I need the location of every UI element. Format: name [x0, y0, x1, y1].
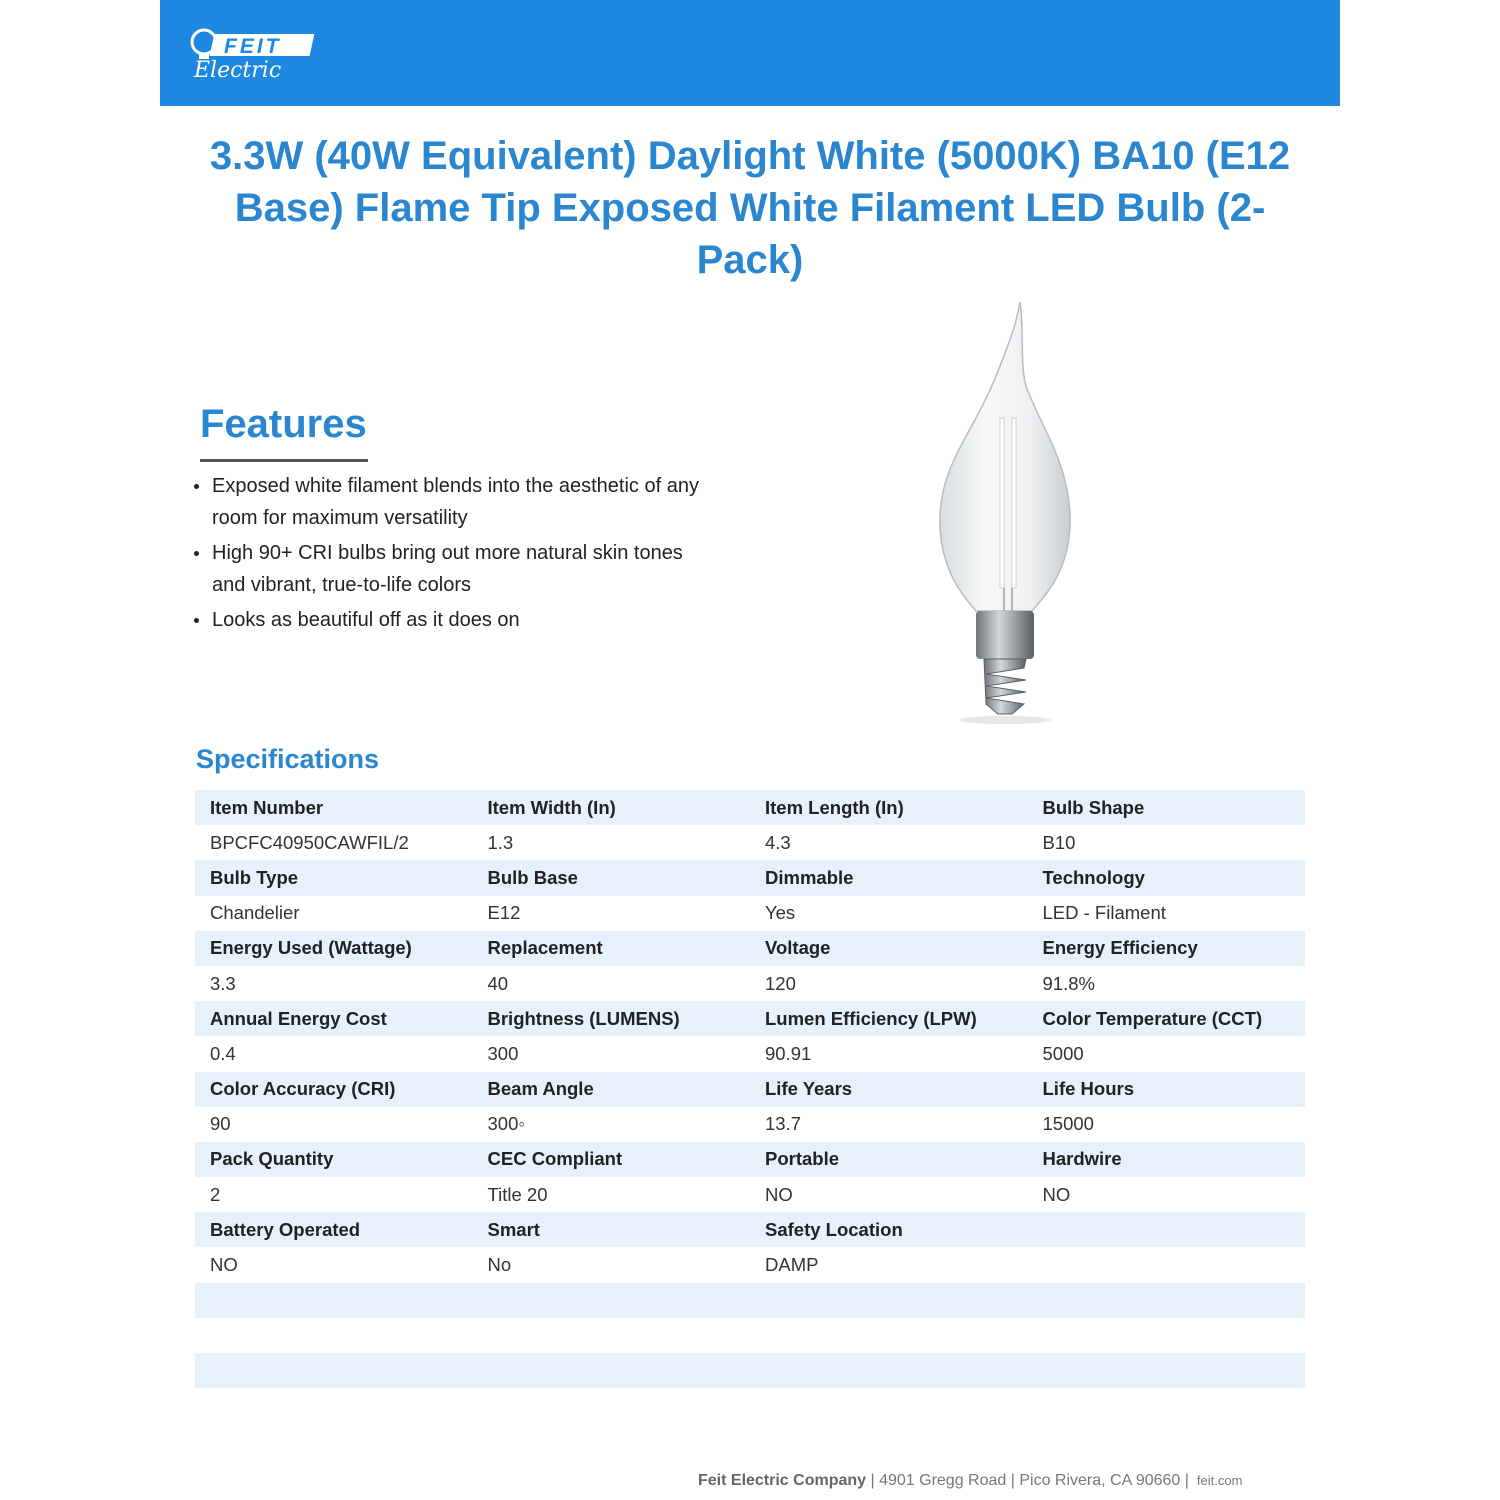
spec-label-row [195, 790, 1305, 825]
spec-label-row [195, 1072, 1305, 1107]
specifications-table [195, 790, 1305, 1388]
spec-empty-cell [750, 1283, 1028, 1318]
spec-label: Item Length (In) [750, 790, 1028, 825]
spec-label: Beam Angle [473, 1072, 751, 1107]
spec-value: B10 [1028, 825, 1306, 860]
spec-empty-row [195, 1283, 1305, 1318]
footer-website: feit.com [1196, 1473, 1243, 1488]
spec-empty-cell [195, 1318, 473, 1353]
spec-empty-cell [473, 1283, 751, 1318]
spec-empty-row [195, 1353, 1305, 1388]
spec-label: Battery Operated [195, 1212, 473, 1247]
spec-value [1028, 1247, 1306, 1282]
specifications-table-body [195, 790, 1305, 1388]
spec-label: Replacement [473, 931, 751, 966]
spec-label: Annual Energy Cost [195, 1001, 473, 1036]
spec-empty-cell [473, 1353, 751, 1388]
spec-label: Hardwire [1028, 1142, 1306, 1177]
features-heading: Features [200, 402, 367, 446]
spec-value: 300 [473, 1036, 751, 1071]
spec-label-row [195, 1001, 1305, 1036]
spec-value: NO [750, 1177, 1028, 1212]
spec-label [1028, 1212, 1306, 1247]
spec-value: 120 [750, 966, 1028, 1001]
spec-empty-cell [195, 1353, 473, 1388]
spec-label: Bulb Base [473, 860, 751, 895]
spec-value: LED - Filament [1028, 896, 1306, 931]
spec-empty-cell [750, 1318, 1028, 1353]
spec-value-row [195, 1247, 1305, 1282]
spec-label: Technology [1028, 860, 1306, 895]
spec-value: E12 [473, 896, 751, 931]
spec-label-row [195, 1212, 1305, 1247]
footer-address: | 4901 Gregg Road | Pico Rivera, CA 90660 | [866, 1472, 1189, 1489]
spec-value: 40 [473, 966, 751, 1001]
spec-value-row [195, 966, 1305, 1001]
feature-item: Looks as beautiful off as it does on [192, 604, 712, 636]
header-bar [160, 0, 1340, 106]
spec-empty-cell [1028, 1318, 1306, 1353]
spec-value: 91.8% [1028, 966, 1306, 1001]
spec-value: 5000 [1028, 1036, 1306, 1071]
logo-text-bottom: Electric [194, 58, 282, 82]
spec-label-row [195, 1142, 1305, 1177]
spec-value: 1.3 [473, 825, 751, 860]
spec-empty-cell [473, 1318, 751, 1353]
spec-label: Smart [473, 1212, 751, 1247]
spec-value: 90.91 [750, 1036, 1028, 1071]
spec-empty-cell [195, 1283, 473, 1318]
spec-value: 0.4 [195, 1036, 473, 1071]
spec-label-row [195, 860, 1305, 895]
spec-label: Safety Location [750, 1212, 1028, 1247]
footer-company: Feit Electric Company [698, 1472, 867, 1489]
feature-item: Exposed white filament blends into the aesthetic of any room for maximum versatility [192, 470, 712, 534]
spec-empty-row [195, 1318, 1305, 1353]
spec-value: NO [195, 1247, 473, 1282]
spec-label: Energy Used (Wattage) [195, 931, 473, 966]
spec-value: 13.7 [750, 1107, 1028, 1142]
spec-label: CEC Compliant [473, 1142, 751, 1177]
spec-value: NO [1028, 1177, 1306, 1212]
spec-value-row [195, 1107, 1305, 1142]
spec-label: Brightness (LUMENS) [473, 1001, 751, 1036]
spec-label: Energy Efficiency [1028, 931, 1306, 966]
spec-label: Bulb Type [195, 860, 473, 895]
spec-label: Lumen Efficiency (LPW) [750, 1001, 1028, 1036]
spec-value: Title 20 [473, 1177, 751, 1212]
logo-text-top: FEIT [224, 35, 282, 58]
specifications-heading: Specifications [196, 744, 380, 774]
feature-item: High 90+ CRI bulbs bring out more natural skin tones and vibrant, true-to-life colors [192, 537, 712, 601]
spec-empty-cell [1028, 1283, 1306, 1318]
spec-label: Item Width (In) [473, 790, 751, 825]
spec-value: 15000 [1028, 1107, 1306, 1142]
product-title: 3.3W (40W Equivalent) Daylight White (5000K) BA10 (E12 Base) Flame Tip Exposed White Filament LED Bulb (2-Pack) [209, 134, 1291, 282]
spec-value: Chandelier [195, 896, 473, 931]
spec-label: Bulb Shape [1028, 790, 1306, 825]
spec-value: No [473, 1247, 751, 1282]
feit-electric-logo [188, 26, 328, 82]
spec-value-row [195, 896, 1305, 931]
spec-value: 4.3 [750, 825, 1028, 860]
spec-label: Portable [750, 1142, 1028, 1177]
footer [698, 1472, 1242, 1490]
spec-value: 300◦ [473, 1107, 751, 1142]
spec-value-row [195, 1036, 1305, 1071]
item-number-link[interactable]: BPCFC40950CAWFIL/2 [195, 825, 473, 860]
spec-value-row [195, 825, 1305, 860]
spec-value: 90 [195, 1107, 473, 1142]
spec-label: Life Hours [1028, 1072, 1306, 1107]
spec-label: Color Temperature (CCT) [1028, 1001, 1306, 1036]
spec-value: 2 [195, 1177, 473, 1212]
spec-value-row [195, 1177, 1305, 1212]
spec-value: DAMP [750, 1247, 1028, 1282]
features-divider [200, 459, 368, 462]
spec-empty-cell [1028, 1353, 1306, 1388]
spec-label: Item Number [195, 790, 473, 825]
spec-label: Dimmable [750, 860, 1028, 895]
features-list [192, 470, 712, 639]
product-image-bulb [920, 296, 1090, 726]
spec-label: Life Years [750, 1072, 1028, 1107]
spec-label-row [195, 931, 1305, 966]
spec-label: Color Accuracy (CRI) [195, 1072, 473, 1107]
spec-value: Yes [750, 896, 1028, 931]
spec-label: Voltage [750, 931, 1028, 966]
spec-label: Pack Quantity [195, 1142, 473, 1177]
spec-empty-cell [750, 1353, 1028, 1388]
spec-value: 3.3 [195, 966, 473, 1001]
